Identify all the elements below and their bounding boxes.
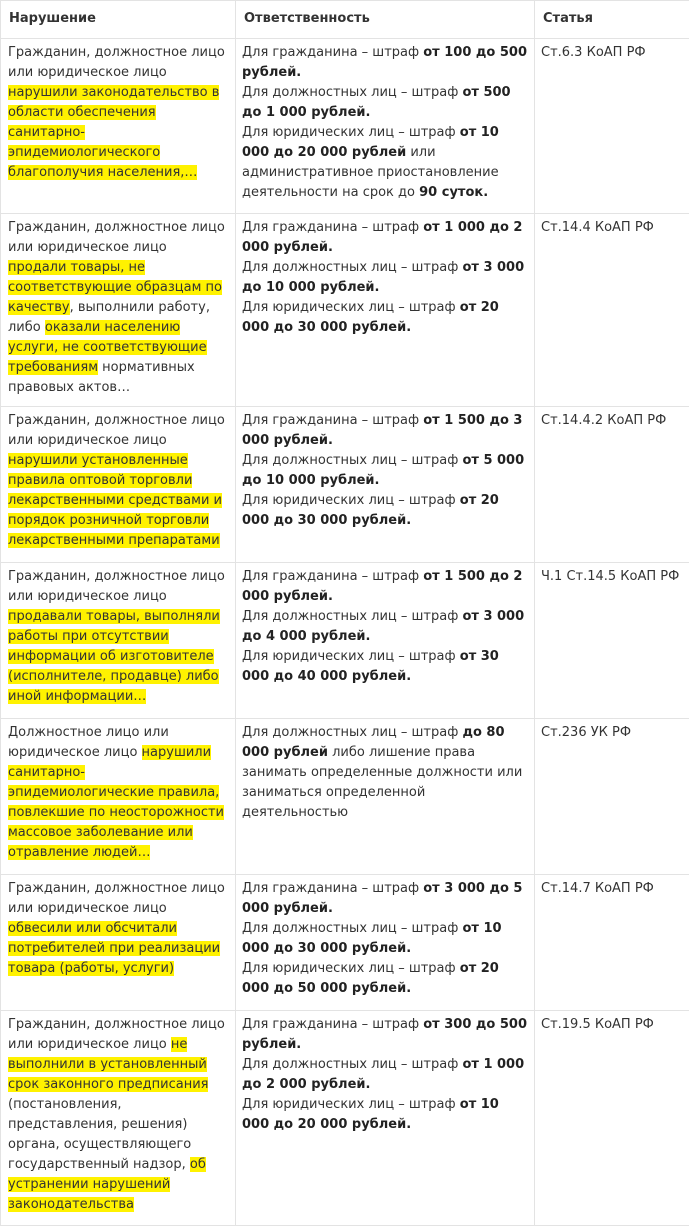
penalty-line <box>242 43 528 83</box>
penalty-line <box>242 607 528 647</box>
penalty-text: или административное приостановление деятельности на срок до <box>242 145 499 200</box>
penalty-line <box>242 218 528 258</box>
article-cell: Ч.1 Ст.14.5 КоАП РФ <box>535 563 689 719</box>
responsibility-cell <box>236 875 535 1011</box>
highlighted-text: оказали населению услуги, не соответствующие требованиям <box>8 320 207 375</box>
highlighted-text: продали товары, не соответствующие образцам по качеству <box>8 260 222 315</box>
violation-text: Гражданин, должностное лицо или юридическое лицо <box>8 45 225 80</box>
penalty-amount: от 3 000 до 10 000 рублей. <box>242 260 524 295</box>
violation-text: нормативных правовых актов… <box>8 360 195 395</box>
penalty-text: Для юридических лиц – штраф <box>242 961 460 976</box>
penalty-amount: от 3 000 до 5 000 рублей. <box>242 881 522 916</box>
penalty-line <box>242 451 528 491</box>
penalty-text: Для должностных лиц – штраф <box>242 453 462 468</box>
article-cell: Ст.6.3 КоАП РФ <box>535 39 689 214</box>
table-row <box>1 719 689 875</box>
penalty-text: Для юридических лиц – штраф <box>242 649 460 664</box>
violation-text: Гражданин, должностное лицо или юридическое лицо <box>8 220 225 255</box>
penalty-amount: от 5 000 до 10 000 рублей. <box>242 453 524 488</box>
penalty-amount: от 1 500 до 2 000 рублей. <box>242 569 522 604</box>
highlighted-text: нарушили законодательство в области обеспечения санитарно-эпидемиологического благополучия населения,… <box>8 85 219 180</box>
violation-text: Гражданин, должностное лицо или юридическое лицо <box>8 1017 225 1052</box>
penalty-amount: от 10 000 до 30 000 рублей. <box>242 921 502 956</box>
violation-cell <box>1 407 236 563</box>
penalty-amount: от 300 до 500 рублей. <box>242 1017 527 1052</box>
violation-cell <box>1 39 236 214</box>
highlighted-text: продавали товары, выполняли работы при отсутствии информации об изготовителе (исполнителе, продавце) либо иной информации… <box>8 609 220 704</box>
penalty-line <box>242 647 528 687</box>
highlighted-text: нарушили установленные правила оптовой торговли лекарственными средствами и порядок розничной торговли лекарственными препаратами <box>8 453 222 548</box>
penalty-text: Для должностных лиц – штраф <box>242 260 462 275</box>
penalty-line <box>242 411 528 451</box>
penalty-line <box>242 919 528 959</box>
violation-text: Должностное лицо или юридическое лицо <box>8 725 169 760</box>
table-row <box>1 39 689 214</box>
penalty-line <box>242 123 528 203</box>
penalty-text: Для должностных лиц – штраф <box>242 85 462 100</box>
penalty-amount: от 1 000 до 2 000 рублей. <box>242 1057 524 1092</box>
penalty-text: Для гражданина – штраф <box>242 881 423 896</box>
responsibility-cell <box>236 407 535 563</box>
penalty-text: Для юридических лиц – штраф <box>242 300 460 315</box>
violation-text: Гражданин, должностное лицо или юридическое лицо <box>8 413 225 448</box>
penalty-text: Для юридических лиц – штраф <box>242 125 460 140</box>
penalty-line <box>242 83 528 123</box>
header-violation: Нарушение <box>1 1 236 39</box>
table-row <box>1 1011 689 1226</box>
penalty-amount: от 100 до 500 рублей. <box>242 45 527 80</box>
highlighted-text: обвесили или обсчитали потребителей при реализации товара (работы, услуги) <box>8 921 220 976</box>
article-cell: Ст.14.4.2 КоАП РФ <box>535 407 689 563</box>
penalty-amount: 90 суток. <box>419 185 488 200</box>
responsibility-cell <box>236 1011 535 1226</box>
penalty-line <box>242 1015 528 1055</box>
penalty-text: либо лишение права занимать определенные должности или заниматься определенной деятельностью <box>242 745 522 820</box>
penalty-amount: от 10 000 до 20 000 рублей. <box>242 1097 499 1132</box>
penalty-text: Для гражданина – штраф <box>242 220 423 235</box>
penalty-text: Для гражданина – штраф <box>242 45 423 60</box>
penalty-line <box>242 491 528 531</box>
article-cell: Ст.14.4 КоАП РФ <box>535 214 689 407</box>
violation-cell <box>1 214 236 407</box>
penalty-line <box>242 879 528 919</box>
responsibility-cell <box>236 214 535 407</box>
penalty-text: Для должностных лиц – штраф <box>242 1057 462 1072</box>
penalty-line <box>242 723 528 823</box>
penalty-amount: от 1 500 до 3 000 рублей. <box>242 413 522 448</box>
article-cell: Ст.236 УК РФ <box>535 719 689 875</box>
penalty-amount: от 3 000 до 4 000 рублей. <box>242 609 524 644</box>
table-header-row <box>1 1 689 39</box>
penalty-line <box>242 959 528 999</box>
violation-text: Гражданин, должностное лицо или юридическое лицо <box>8 569 225 604</box>
penalty-amount: от 500 до 1 000 рублей. <box>242 85 511 120</box>
penalty-text: Для гражданина – штраф <box>242 1017 423 1032</box>
highlighted-text: нарушили санитарно-эпидемиологические правила, повлекшие по неосторожности массовое заболевание или отравление людей… <box>8 745 224 860</box>
penalty-text: Для юридических лиц – штраф <box>242 493 460 508</box>
responsibility-cell <box>236 39 535 214</box>
responsibility-cell <box>236 563 535 719</box>
penalty-text: Для должностных лиц – штраф <box>242 921 462 936</box>
penalty-amount: от 1 000 до 2 000 рублей. <box>242 220 522 255</box>
penalty-text: Для гражданина – штраф <box>242 413 423 428</box>
table-row <box>1 563 689 719</box>
penalty-amount: от 20 000 до 30 000 рублей. <box>242 300 499 335</box>
violation-cell <box>1 719 236 875</box>
violation-cell <box>1 1011 236 1226</box>
header-responsibility: Ответственность <box>236 1 535 39</box>
violation-text: Гражданин, должностное лицо или юридическое лицо <box>8 881 225 916</box>
violation-text: (постановления, представления, решения) органа, осуществляющего государственный надзор, <box>8 1097 191 1172</box>
table-row <box>1 407 689 563</box>
penalty-line <box>242 567 528 607</box>
penalty-amount: от 20 000 до 30 000 рублей. <box>242 493 499 528</box>
penalty-text: Для юридических лиц – штраф <box>242 1097 460 1112</box>
violation-text: , выполнили работу, либо <box>8 300 210 335</box>
penalty-amount: до 80 000 рублей <box>242 725 505 760</box>
penalty-text: Для должностных лиц – штраф <box>242 609 462 624</box>
penalty-line <box>242 1055 528 1095</box>
violation-cell <box>1 563 236 719</box>
highlighted-text: не выполнили в установленный срок законного предписания <box>8 1037 208 1092</box>
penalty-amount: от 30 000 до 40 000 рублей. <box>242 649 499 684</box>
penalty-line <box>242 258 528 298</box>
highlighted-text: об устранении нарушений законодательства <box>8 1157 206 1212</box>
responsibility-cell <box>236 719 535 875</box>
penalty-line <box>242 298 528 338</box>
penalty-amount: от 10 000 до 20 000 рублей <box>242 125 499 160</box>
table-body <box>1 39 689 1226</box>
header-article: Статья <box>535 1 689 39</box>
penalty-text: Для гражданина – штраф <box>242 569 423 584</box>
table-row <box>1 875 689 1011</box>
penalty-line <box>242 1095 528 1135</box>
article-cell: Ст.19.5 КоАП РФ <box>535 1011 689 1226</box>
penalty-text: Для должностных лиц – штраф <box>242 725 462 740</box>
article-cell: Ст.14.7 КоАП РФ <box>535 875 689 1011</box>
table-row <box>1 214 689 407</box>
penalty-amount: от 20 000 до 50 000 рублей. <box>242 961 499 996</box>
violation-cell <box>1 875 236 1011</box>
